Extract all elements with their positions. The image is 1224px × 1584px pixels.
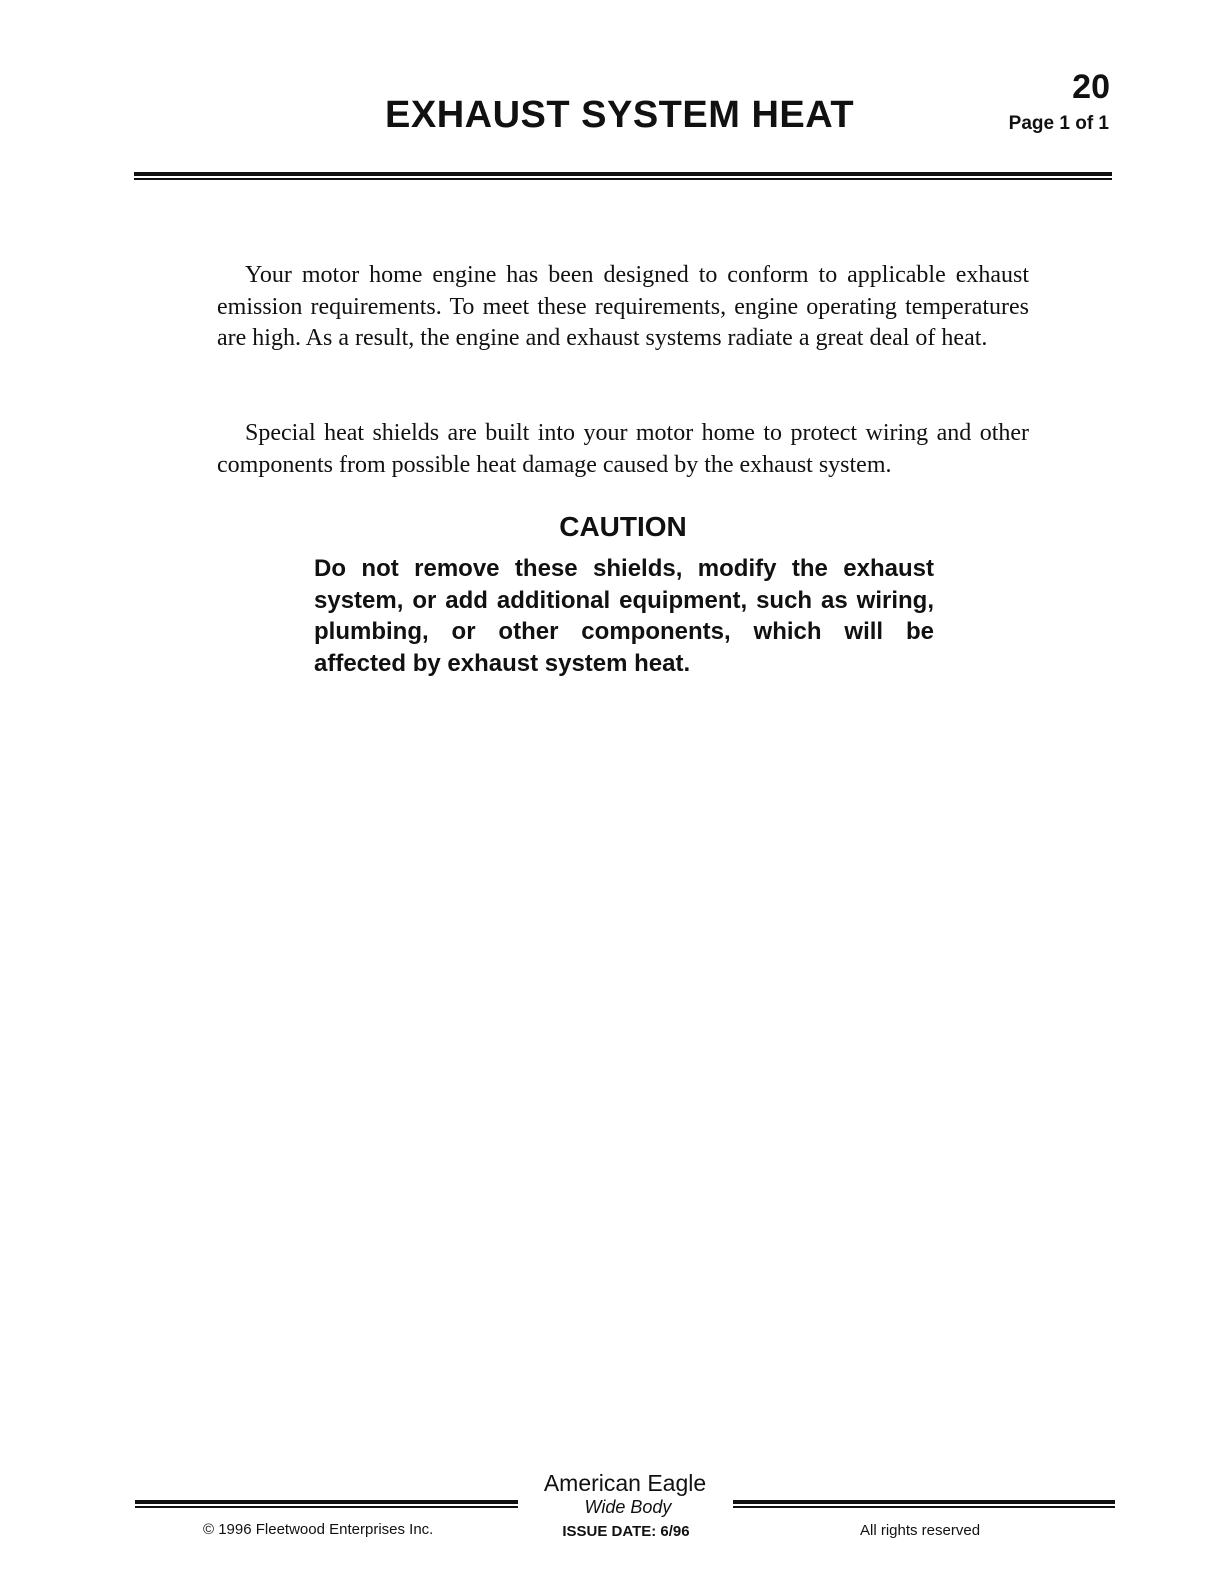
footer-model-variant: Wide Body <box>584 1497 672 1517</box>
footer-rights: All rights reserved <box>860 1522 981 1539</box>
header-divider <box>134 172 1112 180</box>
footer-copyright: © 1996 Fleetwood Enterprises Inc. <box>203 1521 434 1538</box>
section-number: 20 <box>1072 68 1110 106</box>
footer-issue-date: ISSUE DATE: 6/96 <box>562 1523 690 1540</box>
body-paragraph: Special heat shields are built into your motor home to protect wiring and other components from possible heat damage caused by the exhaust system. <box>217 420 1029 478</box>
body-paragraph: Your motor home engine has been designed to conform to applicable exhaust emission requirements. To meet these requirements, engine operating temperatures are high. As a result, the engine and exhaust systems radiate a great deal of heat. <box>217 262 1029 351</box>
page-label: Page 1 of 1 <box>1008 113 1109 134</box>
caution-heading: CAUTION <box>559 511 687 542</box>
caution-text: Do not remove these shields, modify the exhaust system, or add additional equipment, such as wiring, plumbing, or other components, which will be affected by exhaust system heat. <box>314 555 934 677</box>
footer-model-name: American Eagle <box>543 1470 707 1496</box>
page-title: EXHAUST SYSTEM HEAT <box>385 94 855 136</box>
